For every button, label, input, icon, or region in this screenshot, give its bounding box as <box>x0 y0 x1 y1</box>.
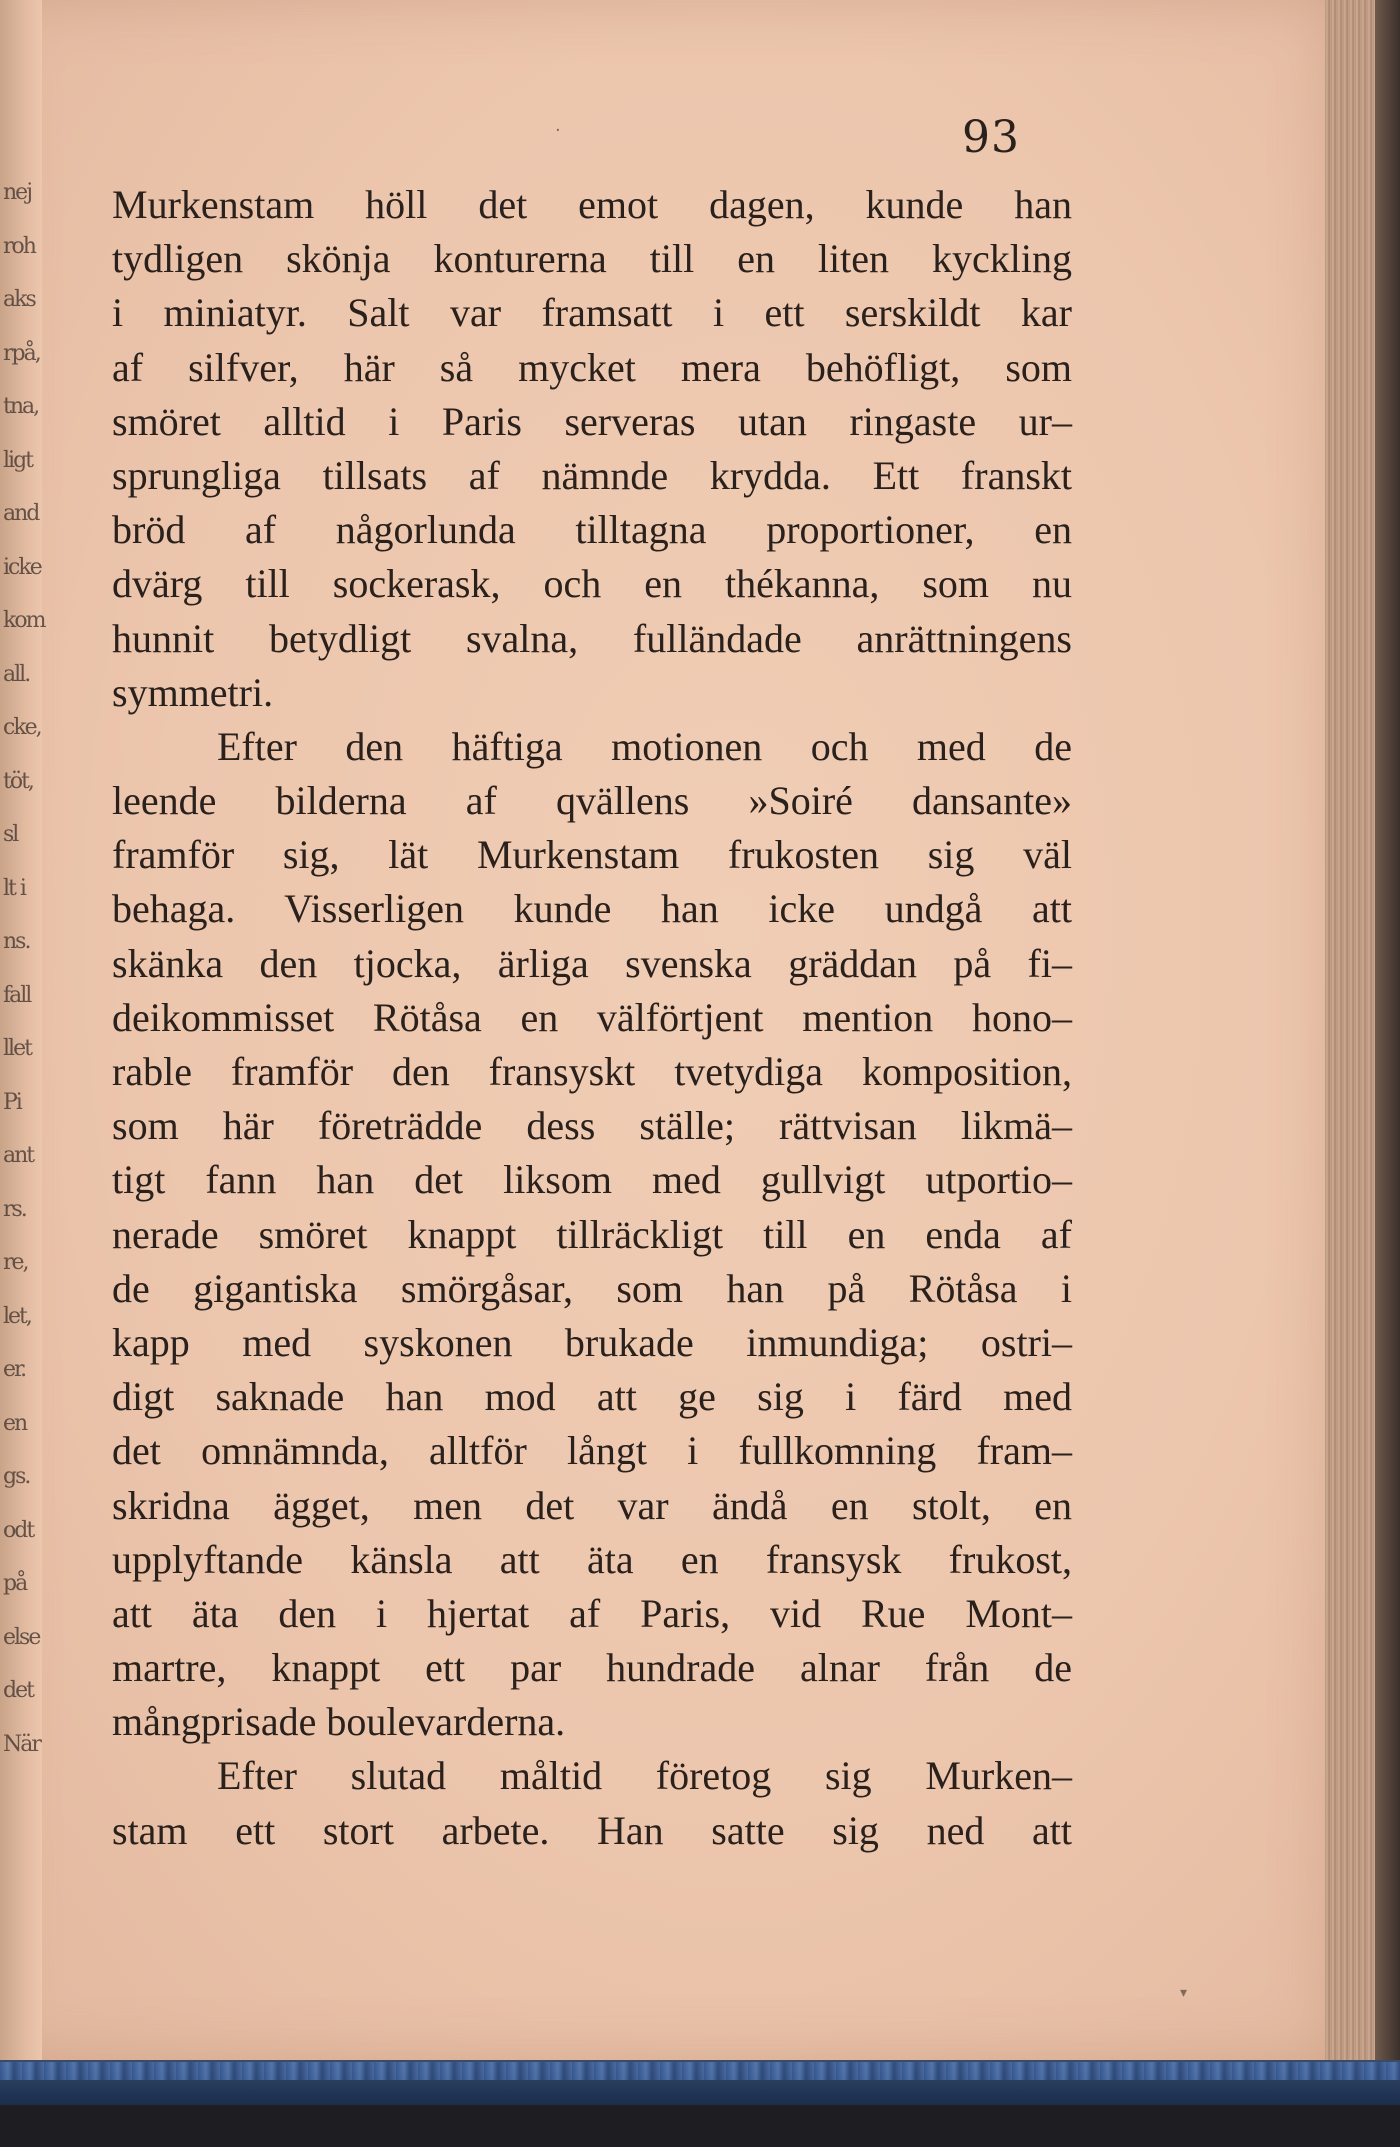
text-line: leende bilderna af qvällens »Soiré dansante» <box>112 778 1072 824</box>
previous-page-fragment: töt, <box>3 768 33 794</box>
previous-page-fragment: odt <box>3 1517 34 1543</box>
text-line: skänka den tjocka, ärliga svenska gräddan på fi– <box>112 940 1072 986</box>
previous-page-fragment: rs. <box>3 1196 26 1222</box>
binding-shadow <box>1375 0 1400 2147</box>
text-line: kapp med syskonen brukade inmundiga; ostri– <box>112 1319 1072 1365</box>
text-line: martre, knappt ett par hundrade alnar från de <box>112 1645 1072 1691</box>
text-line: framför sig, lät Murkenstam frukosten sig väl <box>112 832 1072 878</box>
previous-page-fragment: llet <box>3 1036 31 1061</box>
text-line: skridna ägget, men det var ändå en stolt, en <box>112 1482 1072 1528</box>
previous-page-fragment: icke <box>3 554 41 580</box>
previous-page-fragment: lt i <box>3 875 25 901</box>
text-line: smöret alltid i Paris serveras utan ringaste ur– <box>112 398 1072 444</box>
text-line: Murkenstam höll det emot dagen, kunde han <box>112 182 1072 227</box>
speck-mark: ▾ <box>1180 1985 1188 2001</box>
previous-page-fragment: gs. <box>3 1464 30 1489</box>
text-line: Efter slutad måltid företog sig Murken– <box>217 1753 1072 1799</box>
text-line: hunnit betydligt svalna, fulländade anrättningens <box>112 615 1072 661</box>
previous-page-edge <box>0 0 45 2060</box>
previous-page-fragment: När <box>3 1731 40 1757</box>
previous-page-fragment: er. <box>3 1357 26 1382</box>
text-line: nerade smöret knappt tillräckligt till en enda af <box>112 1211 1072 1257</box>
previous-page-fragment: ligt <box>3 447 32 473</box>
previous-page-fragment: re, <box>3 1250 28 1275</box>
previous-page-fragment: ns. <box>3 929 30 954</box>
previous-page-fragment: roh <box>3 233 35 259</box>
text-line: sprungliga tillsats af nämnde krydda. Ett franskt <box>112 452 1072 498</box>
previous-page-fragment: else <box>3 1624 40 1650</box>
text-line: deikommisset Rötåsa en välförtjent mention hono– <box>112 994 1072 1040</box>
page-number: 93 <box>962 112 1020 163</box>
previous-page-fragment: cke, <box>3 715 41 740</box>
cover-marbled-edge <box>0 2062 1400 2080</box>
previous-page-fragment: på <box>3 1571 27 1596</box>
text-line: rable framför den fransyskt tvetydiga komposition, <box>112 1049 1072 1094</box>
speck-mark: · <box>555 120 561 141</box>
text-line: symmetri. <box>112 669 274 715</box>
text-line: upplyftande känsla att äta en fransysk frukost, <box>112 1536 1072 1582</box>
text-line: stam ett stort arbete. Han satte sig ned att <box>112 1807 1072 1853</box>
text-line: mångprisade boulevarderna. <box>112 1699 566 1745</box>
previous-page-fragment: and <box>3 501 39 526</box>
previous-page-fragment: nej <box>3 180 32 205</box>
text-line: digt saknade han mod att ge sig i färd med <box>112 1374 1072 1420</box>
text-line: det omnämnda, alltför långt i fullkomning fram– <box>112 1428 1072 1474</box>
text-line: i miniatyr. Salt var framsatt i ett serskildt kar <box>112 290 1072 336</box>
text-line: bröd af någorlunda tilltagna proportioner, en <box>112 507 1072 553</box>
text-line: dvärg till sockerask, och en thékanna, som nu <box>112 561 1072 607</box>
text-line: af silfver, här så mycket mera behöfligt, som <box>112 344 1072 390</box>
text-line: tigt fann han det liksom med gullvigt utportio– <box>112 1157 1072 1203</box>
previous-page-fragment: det <box>3 1678 33 1703</box>
previous-page-fragment: en <box>3 1410 27 1436</box>
text-line: de gigantiska smörgåsar, som han på Rötåsa i <box>112 1265 1072 1311</box>
body-text <box>112 178 1072 1858</box>
previous-page-fragment: Pi <box>3 1089 21 1115</box>
text-line: som här företrädde dess ställe; rättvisan likmä– <box>112 1103 1072 1149</box>
previous-page-fragment: fall <box>3 982 31 1008</box>
previous-page-fragment: let, <box>3 1303 31 1329</box>
previous-page-fragment: all. <box>3 661 30 687</box>
previous-page-fragment: tna, <box>3 394 39 419</box>
text-line: Efter den häftiga motionen och med de <box>217 723 1072 769</box>
cover-band <box>0 2105 1400 2147</box>
text-line: att äta den i hjertat af Paris, vid Rue Mont– <box>112 1590 1072 1636</box>
previous-page-fragment: kom <box>3 608 45 633</box>
text-line: behaga. Visserligen kunde han icke undgå att <box>112 886 1072 932</box>
previous-page-fragment: ant <box>3 1143 34 1168</box>
text-line: tydligen skönja konturerna till en liten kyckling <box>112 236 1072 282</box>
previous-page-fragment: rpå, <box>3 340 40 366</box>
previous-page-fragment: sl <box>3 822 18 847</box>
previous-page-fragment: aks <box>3 287 35 312</box>
